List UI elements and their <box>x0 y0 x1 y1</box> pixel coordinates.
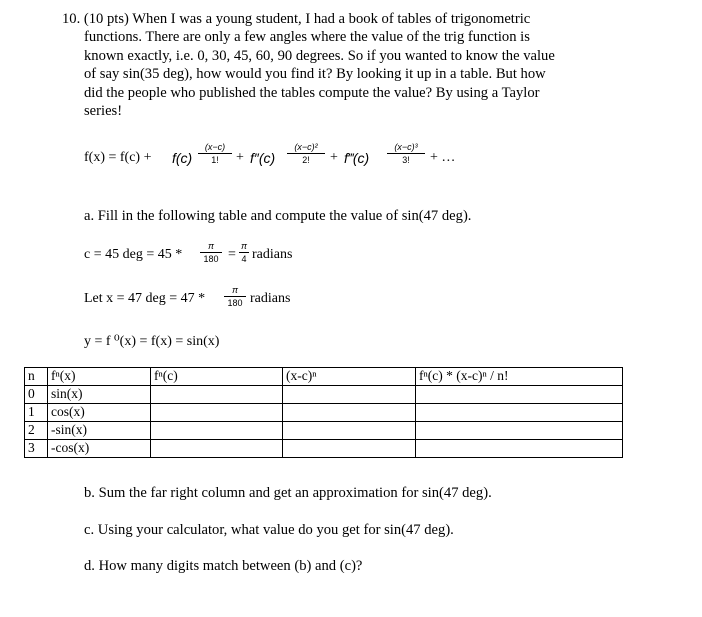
table-row <box>25 386 623 404</box>
formula-lhs: f(x) = f(c) + <box>84 150 152 165</box>
x-180: 180 <box>227 298 243 308</box>
x-line-text: Let x = 47 deg = 47 * <box>84 291 206 306</box>
formula-term1-numerator: (x−c) <box>204 142 226 152</box>
table-row <box>25 404 623 422</box>
formula-term3-numerator: (x−c)³ <box>394 142 418 152</box>
cell-n: 3 <box>25 440 48 458</box>
cell-x-minus-c-n[interactable] <box>283 440 416 458</box>
cell-term[interactable] <box>416 422 623 440</box>
x-pi: π <box>231 285 239 295</box>
taylor-table <box>24 367 623 458</box>
cell-x-minus-c-n[interactable] <box>283 422 416 440</box>
formula-term2-fraction <box>287 142 325 165</box>
c-pi: π <box>207 241 215 251</box>
cell-x-minus-c-n[interactable] <box>283 404 416 422</box>
header-x-minus-c-n: (x-c)ⁿ <box>283 368 416 386</box>
formula-term1-denominator: 1! <box>211 155 219 165</box>
cell-term[interactable] <box>416 404 623 422</box>
question-line-6: series! <box>84 103 123 119</box>
cell-n: 2 <box>25 422 48 440</box>
formula-term1-coef: f(c) <box>172 150 193 166</box>
table-row <box>25 422 623 440</box>
header-fn-c: fⁿ(c) <box>151 368 283 386</box>
part-a-instruction: a. Fill in the following table and compute the value of sin(47 deg). <box>84 208 472 224</box>
x-radians: radians <box>250 291 291 306</box>
cell-term[interactable] <box>416 440 623 458</box>
question-line-3: known exactly, i.e. 0, 30, 45, 60, 90 degrees. So if you wanted to know the value <box>84 48 555 64</box>
c-equals: = <box>228 247 236 262</box>
y-definition: y = f ⁰(x) = f(x) = sin(x) <box>84 334 220 349</box>
cell-fn-x: cos(x) <box>48 404 151 422</box>
part-b: b. Sum the far right column and get an approximation for sin(47 deg). <box>84 485 492 501</box>
cell-fn-c[interactable] <box>151 386 283 404</box>
cell-fn-c[interactable] <box>151 404 283 422</box>
header-n: n <box>25 368 48 386</box>
c-pi-over-4 <box>239 241 249 264</box>
c-4: 4 <box>241 254 247 264</box>
question-line-5: did the people who published the tables compute the value? By using a Taylor <box>84 85 540 101</box>
part-c: c. Using your calculator, what value do you get for sin(47 deg). <box>84 522 454 538</box>
x-pi-fraction <box>224 285 246 308</box>
cell-fn-c[interactable] <box>151 440 283 458</box>
cell-x-minus-c-n[interactable] <box>283 386 416 404</box>
cell-fn-c[interactable] <box>151 422 283 440</box>
formula-plus-1: + <box>236 150 244 165</box>
formula-term3-fraction <box>387 142 425 165</box>
cell-n: 0 <box>25 386 48 404</box>
formula-term3-coef: f‴(c) <box>344 150 370 166</box>
c-line-text: c = 45 deg = 45 * <box>84 247 183 262</box>
c-pi-fraction <box>200 241 222 264</box>
formula-term2-denominator: 2! <box>302 155 310 165</box>
table-header-row <box>25 368 623 386</box>
cell-fn-x: -sin(x) <box>48 422 151 440</box>
table-row <box>25 440 623 458</box>
c-180: 180 <box>203 254 219 264</box>
c-pi-2: π <box>240 241 248 251</box>
header-fn-x: fⁿ(x) <box>48 368 151 386</box>
formula-term2-numerator: (x−c)² <box>294 142 318 152</box>
question-line-1: 10. (10 pts) When I was a young student, I had a book of tables of trigonometric <box>62 11 531 27</box>
formula-term1-fraction <box>198 142 232 165</box>
cell-fn-x: sin(x) <box>48 386 151 404</box>
cell-n: 1 <box>25 404 48 422</box>
formula-term3-denominator: 3! <box>402 155 410 165</box>
header-term: fⁿ(c) * (x-c)ⁿ / n! <box>416 368 623 386</box>
question-line-2: functions. There are only a few angles where the value of the trig function is <box>84 29 530 45</box>
part-d: d. How many digits match between (b) and (c)? <box>84 558 363 574</box>
formula-plus-2: + <box>330 150 338 165</box>
c-radians: radians <box>252 247 293 262</box>
cell-fn-x: -cos(x) <box>48 440 151 458</box>
question-line-4: of say sin(35 deg), how would you find it? By looking it up in a table. But how <box>84 66 546 82</box>
formula-tail: + … <box>430 150 456 165</box>
cell-term[interactable] <box>416 386 623 404</box>
formula-term2-coef: f″(c) <box>250 150 276 166</box>
